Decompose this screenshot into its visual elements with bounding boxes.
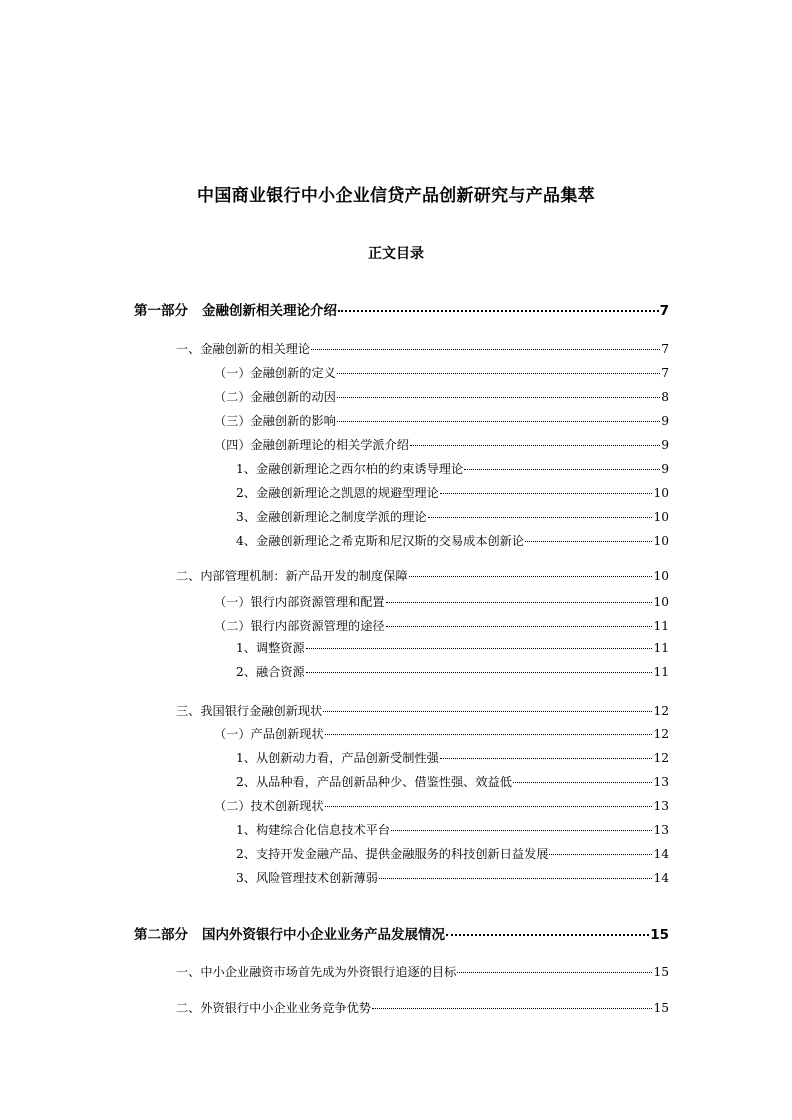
toc-page-number: 10	[653, 569, 669, 583]
dot-leader	[525, 541, 652, 542]
toc-entry-label: 1、从创新动力看，产品创新受制性强	[236, 751, 439, 765]
toc-page-number: 7	[659, 303, 669, 319]
toc-entry-label: 1、构建综合化信息技术平台	[236, 823, 391, 837]
toc-entry-label: 1、调整资源	[236, 641, 305, 655]
toc-entry-label: （二）金融创新的动因	[214, 390, 336, 404]
dot-leader	[337, 397, 660, 398]
toc-entry[interactable]	[236, 870, 669, 886]
toc-page-number: 7	[661, 366, 669, 380]
toc-part-entry[interactable]	[134, 303, 669, 319]
dot-leader	[386, 626, 653, 627]
dot-leader	[372, 1008, 652, 1009]
toc-entry[interactable]	[236, 846, 669, 862]
toc-heading: 正文目录	[368, 246, 424, 262]
toc-entry[interactable]	[236, 485, 669, 501]
toc-entry-label: （三）金融创新的影响	[214, 414, 336, 428]
toc-page-number: 14	[653, 871, 669, 885]
toc-part-label: 第一部分	[134, 303, 188, 319]
dot-leader	[337, 373, 660, 374]
toc-entry-label: （一）金融创新的定义	[214, 366, 336, 380]
dot-leader	[446, 934, 649, 936]
toc-page-number: 9	[661, 414, 669, 428]
dot-leader	[391, 830, 652, 831]
toc-entry[interactable]	[236, 822, 669, 838]
dot-leader	[440, 493, 653, 494]
toc-entry[interactable]	[176, 568, 669, 584]
dot-leader	[464, 469, 660, 470]
toc-part-title	[134, 303, 337, 319]
toc-entry[interactable]	[214, 618, 669, 634]
toc-part-entry[interactable]	[134, 927, 669, 943]
dot-leader	[457, 972, 652, 973]
dot-leader	[337, 421, 660, 422]
dot-leader	[306, 648, 653, 649]
toc-entry[interactable]	[214, 413, 669, 429]
toc-page-number: 11	[653, 619, 669, 633]
toc-entry-label: （二）技术创新现状	[214, 799, 324, 813]
toc-page-number: 14	[653, 847, 669, 861]
toc-entry[interactable]	[236, 640, 669, 656]
toc-entry-label: （一）产品创新现状	[214, 727, 324, 741]
toc-page-number: 13	[653, 799, 669, 813]
toc-entry-label: 金融创新相关理论介绍	[202, 303, 337, 319]
toc-entry-label: 一、中小企业融资市场首先成为外资银行追逐的目标	[176, 965, 457, 979]
toc-part-title	[134, 927, 445, 943]
dot-leader	[386, 602, 653, 603]
toc-page-number: 11	[653, 665, 669, 679]
dot-leader	[325, 734, 653, 735]
toc-page-number: 12	[653, 727, 669, 741]
toc-entry[interactable]	[236, 664, 669, 680]
toc-entry[interactable]	[236, 750, 669, 766]
toc-entry[interactable]	[176, 1000, 669, 1016]
toc-page-number: 11	[653, 641, 669, 655]
toc-entry-label: 3、风险管理技术创新薄弱	[236, 871, 378, 885]
dot-leader	[410, 445, 660, 446]
toc-entry-label: 二、外资银行中小企业业务竞争优势	[176, 1001, 371, 1015]
dot-leader	[428, 517, 653, 518]
toc-page-number: 13	[653, 775, 669, 789]
toc-page-number: 10	[653, 510, 669, 524]
toc-page-number: 7	[661, 342, 669, 356]
toc-entry[interactable]	[214, 798, 669, 814]
toc-entry[interactable]	[236, 774, 669, 790]
dot-leader	[409, 576, 653, 577]
dot-leader	[306, 672, 653, 673]
toc-entry[interactable]	[214, 365, 669, 381]
dot-leader	[311, 349, 660, 350]
toc-entry-label: 2、融合资源	[236, 665, 305, 679]
dot-leader	[440, 758, 653, 759]
toc-entry-label: （一）银行内部资源管理和配置	[214, 595, 385, 609]
toc-entry-label: 一、金融创新的相关理论	[176, 342, 311, 356]
toc-entry-label: 国内外资银行中小企业业务产品发展情况	[202, 927, 445, 943]
toc-page-number: 9	[661, 462, 669, 476]
toc-entry[interactable]	[236, 533, 669, 549]
toc-entry-label: 三、我国银行金融创新现状	[176, 704, 323, 718]
toc-entry[interactable]	[214, 726, 669, 742]
toc-entry-label: 2、从品种看，产品创新品种少、借鉴性强、效益低	[236, 775, 512, 789]
document-title: 中国商业银行中小企业信贷产品创新研究与产品集萃	[197, 186, 595, 206]
toc-entry-label: 2、支持开发金融产品、提供金融服务的科技创新日益发展	[236, 847, 549, 861]
toc-entry[interactable]	[176, 964, 669, 980]
toc-entry[interactable]	[236, 461, 669, 477]
toc-page-number: 10	[653, 486, 669, 500]
toc-entry[interactable]	[236, 509, 669, 525]
toc-page-number: 15	[653, 1001, 669, 1015]
toc-page-number: 12	[653, 751, 669, 765]
dot-leader	[549, 854, 652, 855]
toc-entry-label: 二、内部管理机制：新产品开发的制度保障	[176, 569, 408, 583]
dot-leader	[513, 782, 653, 783]
toc-page-number: 10	[653, 595, 669, 609]
toc-part-label: 第二部分	[134, 927, 188, 943]
toc-page-number: 9	[661, 438, 669, 452]
toc-entry[interactable]	[214, 389, 669, 405]
toc-page-number: 8	[661, 390, 669, 404]
toc-entry[interactable]	[214, 437, 669, 453]
toc-entry[interactable]	[176, 341, 669, 357]
toc-entry-label: 3、金融创新理论之制度学派的理论	[236, 510, 427, 524]
toc-entry-label: 4、金融创新理论之希克斯和尼汉斯的交易成本创新论	[236, 534, 525, 548]
toc-page-number: 15	[650, 927, 669, 943]
toc-entry-label: 1、金融创新理论之西尔柏的约束诱导理论	[236, 462, 464, 476]
toc-entry-label: 2、金融创新理论之凯恩的规避型理论	[236, 486, 439, 500]
dot-leader	[323, 711, 652, 712]
toc-entry[interactable]	[176, 703, 669, 719]
dot-leader	[325, 806, 653, 807]
toc-entry-label: （二）银行内部资源管理的途径	[214, 619, 385, 633]
toc-entry[interactable]	[214, 594, 669, 610]
toc-page-number: 15	[653, 965, 669, 979]
toc-page-number: 13	[653, 823, 669, 837]
dot-leader	[379, 878, 653, 879]
dot-leader	[338, 310, 659, 312]
toc-entry-label: （四）金融创新理论的相关学派介绍	[214, 438, 409, 452]
toc-page-number: 10	[653, 534, 669, 548]
toc-page-number: 12	[653, 704, 669, 718]
